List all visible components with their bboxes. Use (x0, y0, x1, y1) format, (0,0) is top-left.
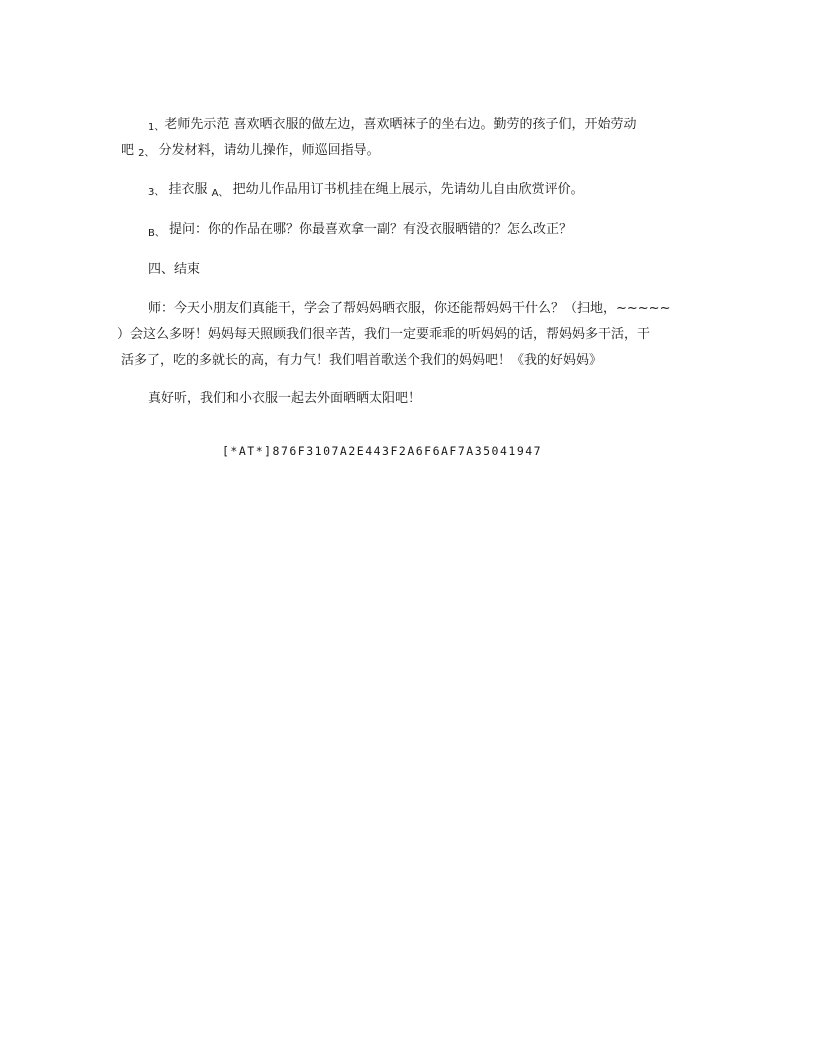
section-heading: 四、结束 (148, 262, 201, 277)
step-number: 2、 (138, 148, 155, 159)
paragraph-3 (148, 221, 572, 240)
paragraph-text: 分发材料，请幼儿操作，师巡回指导。 (158, 143, 380, 158)
paragraph-text: 挂衣服 (168, 182, 208, 197)
sub-step-letter: B、 (148, 228, 165, 239)
paragraph-1-line-2 (121, 142, 380, 161)
paragraph-text: 把幼儿作品用订书机挂在绳上展示，先请幼儿自由欣赏评价。 (232, 182, 584, 197)
paragraph-4-line-1: 师：今天小朋友们真能干，学会了帮妈妈晒衣服，你还能帮妈妈干什么？（扫地，~~~~~ (148, 301, 671, 316)
paragraph-2 (148, 181, 584, 200)
paragraph-5: 真好听，我们和小衣服一起去外面晒晒太阳吧！ (148, 391, 422, 406)
paragraph-text: 老师先示范 喜欢晒衣服的做左边，喜欢晒袜子的坐右边。勤劳的孩子们，开始劳动 (164, 117, 637, 132)
paragraph-4-line-2: ）会这么多呀！妈妈每天照顾我们很辛苦，我们一定要乖乖的听妈妈的话，帮妈妈多干活，干 (117, 327, 651, 342)
paragraph-4-line-3: 活多了，吃的多就长的高，有力气！我们唱首歌送个我们的妈妈吧！《我的好妈妈》 (121, 353, 603, 368)
step-number: 1、 (148, 122, 165, 133)
sub-step-letter: A、 (211, 188, 229, 199)
step-number: 3、 (148, 187, 165, 198)
paragraph-1-line-1 (148, 116, 637, 135)
paragraph-text: 提问：你的作品在哪？你最喜欢拿一副？有没衣服晒错的？怎么改正？ (169, 222, 573, 237)
paragraph-text: 吧 (121, 143, 135, 158)
document-code: [*AT*]876F3107A2E443F2A6F6AF7A35041947 (222, 444, 543, 458)
